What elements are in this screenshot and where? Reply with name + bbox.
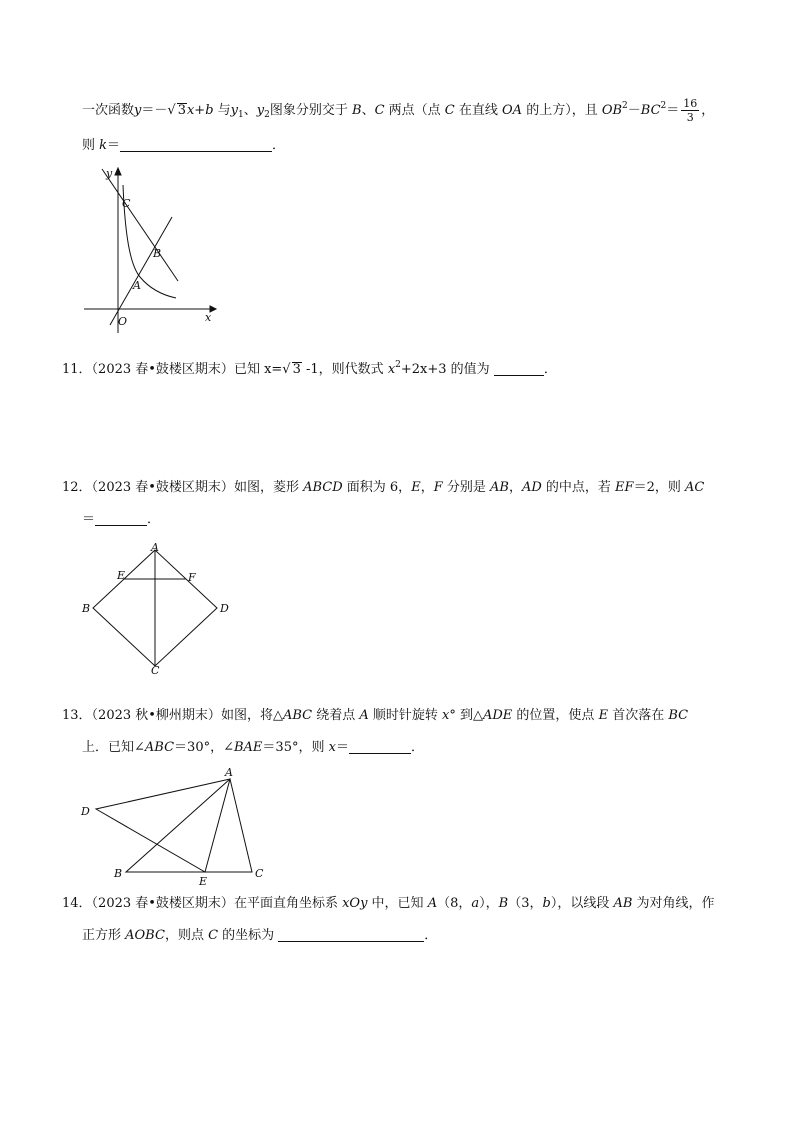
q14-source: （2023 春•鼓楼区期末） bbox=[91, 896, 234, 911]
q13-label-a: A bbox=[225, 766, 233, 779]
q10-fraction: $\frac{16}{3}$ bbox=[683, 97, 698, 124]
q10-label-c: C bbox=[122, 197, 131, 210]
q13-number: 13． bbox=[62, 708, 92, 723]
q10-label-x: x bbox=[205, 311, 212, 324]
q10-answer-blank[interactable] bbox=[120, 137, 272, 152]
q12-label-a: A bbox=[151, 541, 159, 554]
q12-label-b: B bbox=[82, 602, 91, 615]
q12-label-d: D bbox=[220, 602, 229, 615]
q13-label-d: D bbox=[81, 805, 90, 818]
q13-line1: 13．（2023 秋•柳州期末）如图，将△ABC 绕着点 A 顺时针旋转 x° 到△ADE 的位置，使点 E 首次落在 BC bbox=[62, 708, 689, 723]
q13-line2: 上．已知∠ABC＝30°，∠BAE＝35°，则 x＝ ． bbox=[82, 740, 424, 755]
q13-triangle-ade bbox=[96, 779, 230, 872]
q12-number: 12． bbox=[62, 480, 92, 495]
q13-answer-blank[interactable] bbox=[349, 739, 411, 754]
q11-source: （2023 春•鼓楼区期末） bbox=[91, 362, 234, 377]
q12-label-e: E bbox=[117, 569, 126, 582]
q11-line1: 11．（2023 春•鼓楼区期末）已知 x=√ 3 -1，则代数式 $x^2+2x+3$ 的值为 ． bbox=[62, 360, 557, 377]
q10-sqrt: 3 bbox=[177, 103, 186, 118]
q14-number: 14． bbox=[62, 896, 92, 911]
q13-triangle-abc bbox=[126, 779, 252, 872]
q14-line1: 14．（2023 春•鼓楼区期末）在平面直角坐标系 xOy 中，已知 A（8，a），B（3，b），以线段 AB 为对角线，作 bbox=[62, 896, 715, 911]
q14-answer-blank[interactable] bbox=[278, 927, 424, 942]
q10-line-y bbox=[102, 169, 178, 281]
q10-label-b: B bbox=[153, 247, 162, 260]
q11-answer-blank[interactable] bbox=[494, 361, 544, 376]
q12-answer-blank[interactable] bbox=[95, 511, 147, 526]
q10-label-o: O bbox=[118, 315, 128, 328]
q10-label-a: A bbox=[133, 279, 141, 292]
q10-figure bbox=[78, 165, 218, 335]
q13-figure bbox=[76, 763, 276, 888]
q10-line2: 则 k＝ ． bbox=[82, 138, 286, 153]
q12-label-f: F bbox=[188, 571, 196, 584]
q10-label-y: y bbox=[106, 167, 113, 180]
q12-line2: ＝ ． bbox=[82, 512, 161, 527]
q13-label-c: C bbox=[255, 867, 264, 880]
q12-line1: 12．（2023 春•鼓楼区期末）如图，菱形 ABCD 面积为 6，E，F 分别是 AB，AD 的中点，若 EF＝2，则 AC bbox=[62, 480, 705, 495]
q10-hyperbola bbox=[123, 185, 176, 298]
q13-source: （2023 秋•柳州期末） bbox=[91, 708, 221, 723]
q10-y-arrow bbox=[115, 168, 121, 175]
q12-figure bbox=[78, 540, 238, 675]
q14-line2: 正方形 AOBC，则点 C 的坐标为 ． bbox=[82, 928, 438, 943]
q12-label-c: C bbox=[151, 664, 160, 675]
q13-label-e: E bbox=[199, 875, 208, 888]
q12-source: （2023 春•鼓楼区期末） bbox=[91, 480, 234, 495]
q11-number: 11． bbox=[62, 362, 92, 377]
q10-line1: 一次函数y＝－√ 3x+b 与$y_1$、$y_2$图象分别交于 B、C 两点（点 C 在直线 OA 的上方），且 $OB^2-BC^2=$ $\frac{16}{3}$ ， bbox=[82, 97, 715, 124]
q13-label-b: B bbox=[114, 867, 123, 880]
q11-sqrt: 3 bbox=[292, 362, 301, 377]
